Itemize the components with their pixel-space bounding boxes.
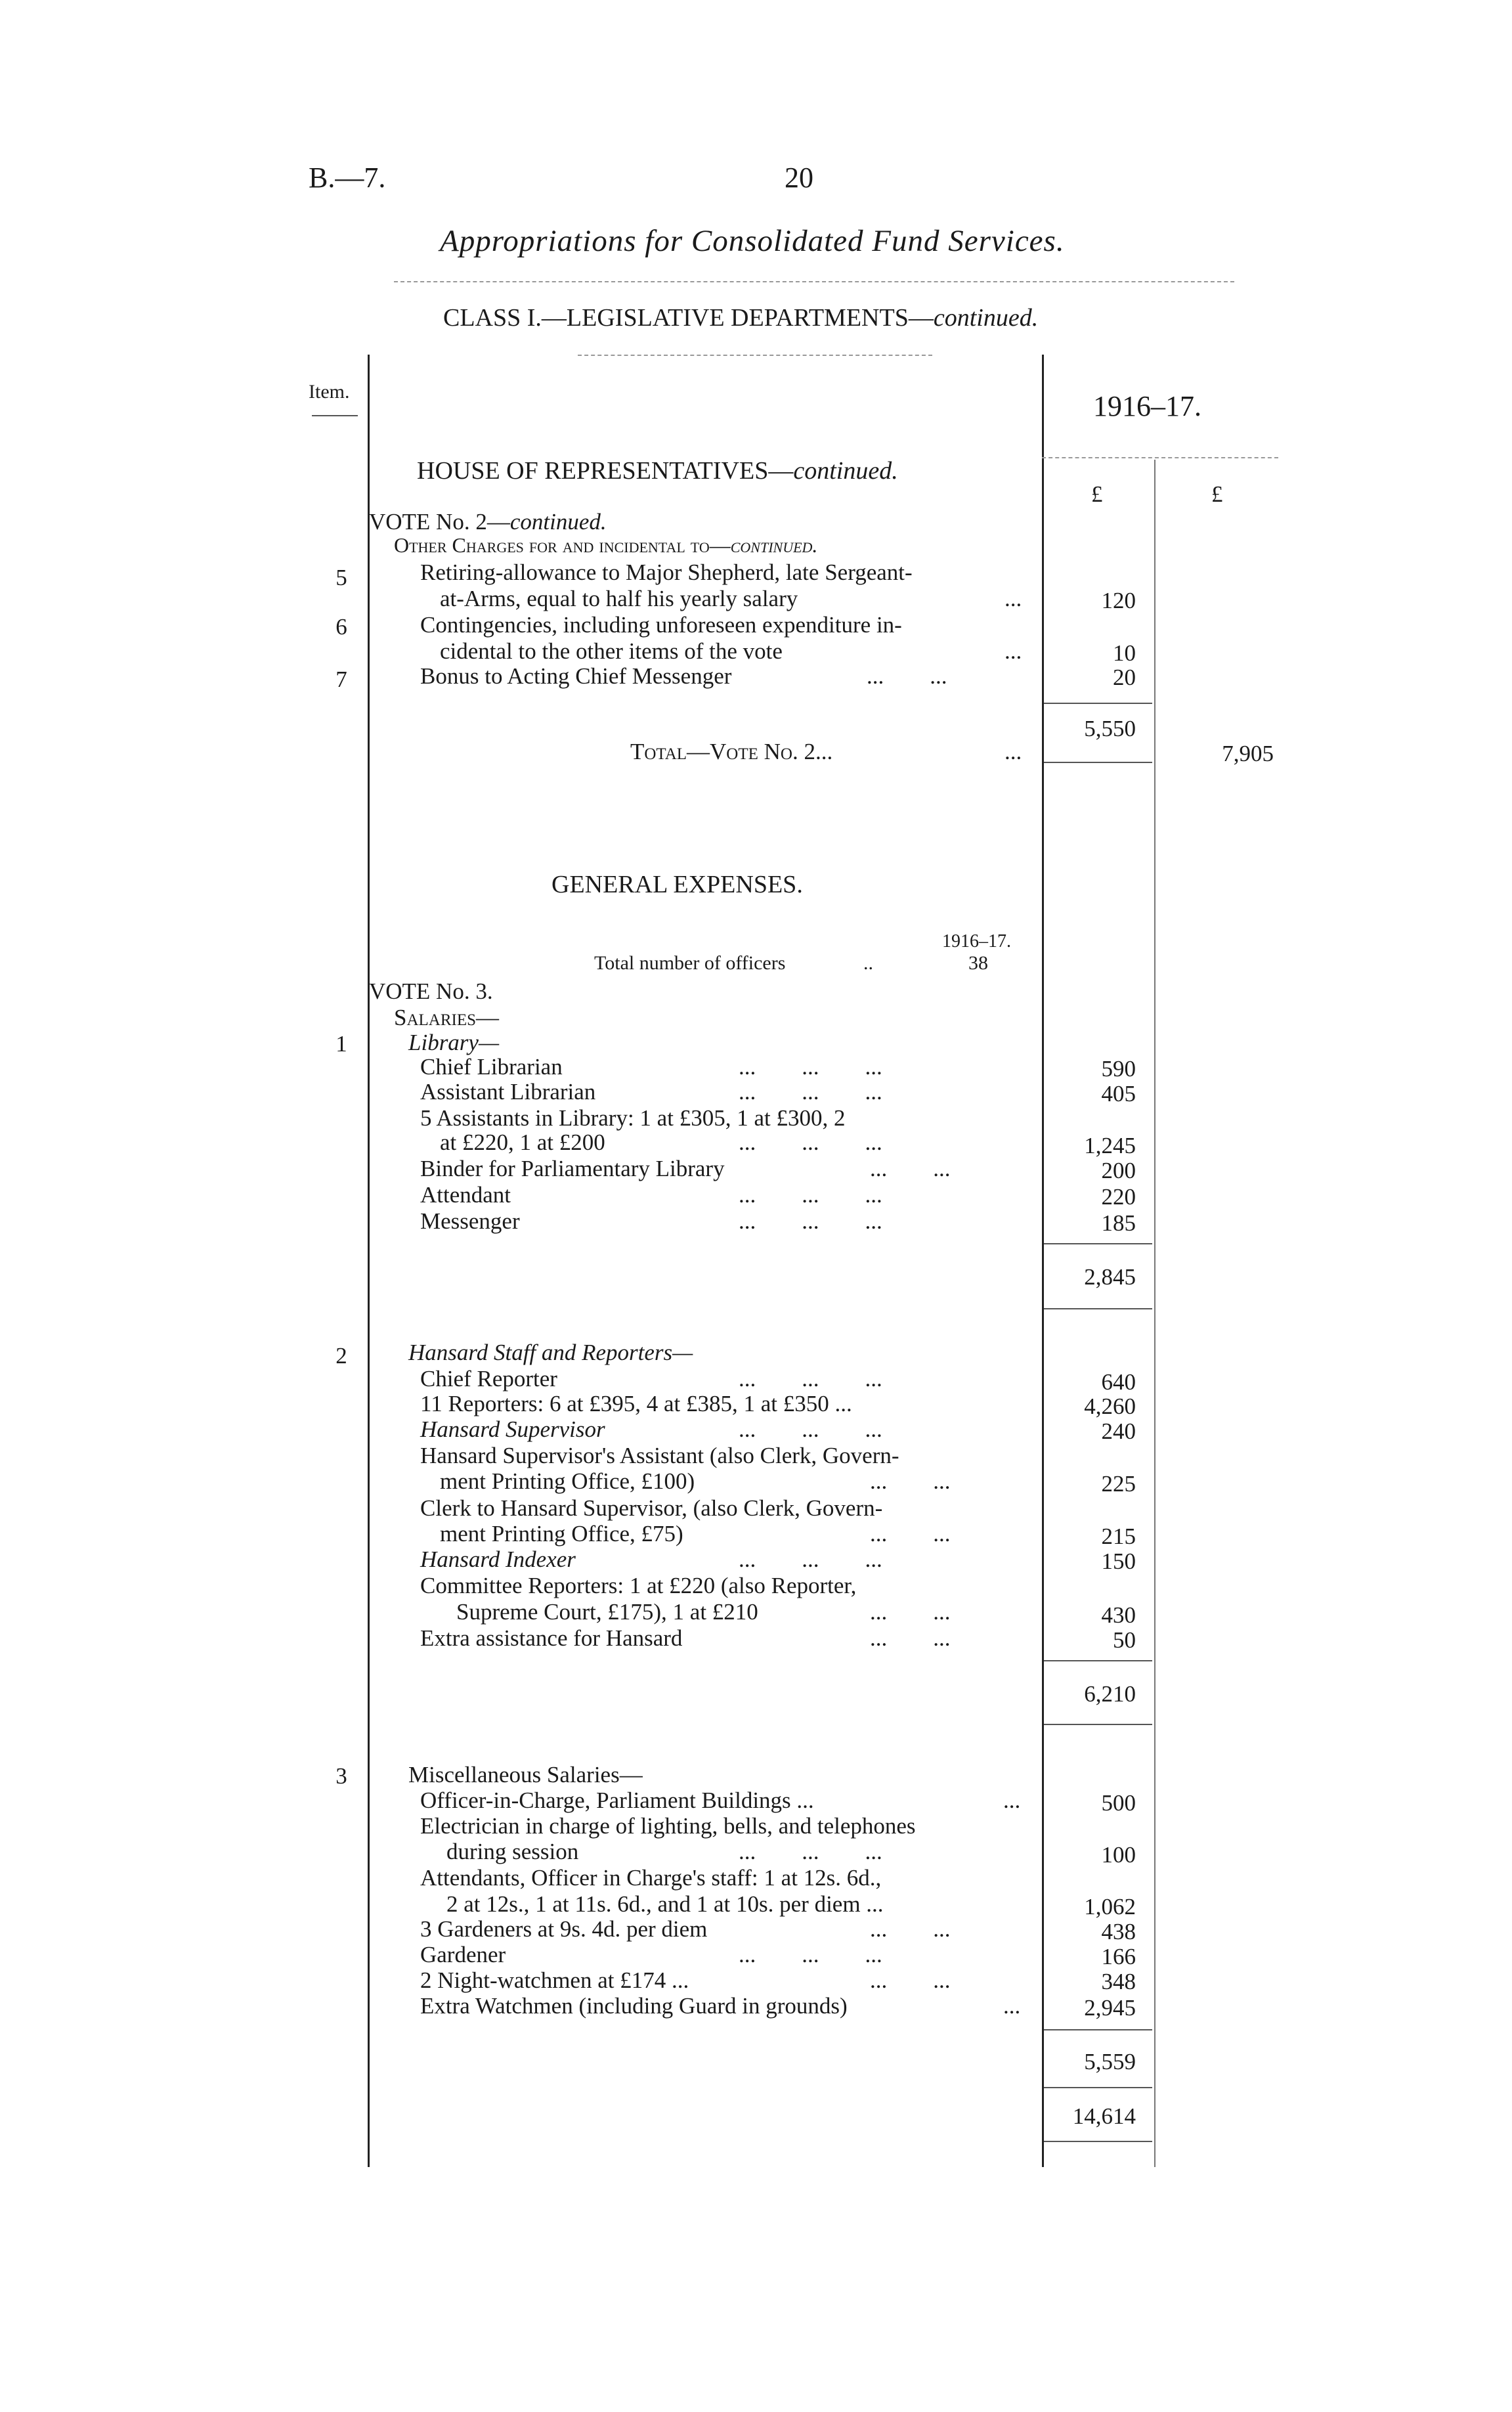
library-row-label: Messenger bbox=[420, 1208, 520, 1234]
item-amount: 20 bbox=[1113, 665, 1136, 690]
hansard-row-label: Hansard Supervisor bbox=[420, 1416, 605, 1442]
subtotal-rule bbox=[1044, 703, 1152, 704]
subtotal-rule bbox=[1044, 1660, 1152, 1661]
report-reference: B.—7. bbox=[309, 162, 386, 194]
hansard-row-label: Extra assistance for Hansard bbox=[420, 1625, 683, 1651]
library-row-label: at £220, 1 at £200 bbox=[440, 1129, 605, 1155]
leader-dots: ... ... ... bbox=[739, 1416, 882, 1442]
vote-3-grand-total: 14,614 bbox=[1072, 2103, 1136, 2129]
leader-dots: ... ... ... bbox=[739, 1129, 882, 1155]
item-number: 7 bbox=[335, 667, 347, 692]
general-expenses-heading: GENERAL EXPENSES. bbox=[551, 871, 803, 898]
class-heading bbox=[443, 303, 1038, 332]
item-number: 5 bbox=[335, 565, 347, 590]
hansard-row-label: Chief Reporter bbox=[420, 1366, 557, 1392]
misc-row-amount: 438 bbox=[1101, 1919, 1136, 1944]
item-amount: 120 bbox=[1101, 588, 1136, 613]
library-row-label: Binder for Parliamentary Library bbox=[420, 1156, 725, 1181]
item-number: 1 bbox=[335, 1031, 347, 1057]
item-number: 6 bbox=[335, 614, 347, 640]
vote-3-heading: VOTE No. 3. bbox=[369, 978, 493, 1004]
misc-row-label: Extra Watchmen (including Guard in grounds) bbox=[420, 1993, 848, 2019]
class-rule bbox=[578, 355, 932, 356]
library-row-label: 5 Assistants in Library: 1 at £305, 1 at £300, 2 bbox=[420, 1105, 846, 1131]
hansard-row-label: ment Printing Office, £100) bbox=[440, 1468, 695, 1494]
year-header-rule bbox=[1042, 457, 1278, 458]
leader-dots: ... ... bbox=[870, 1599, 951, 1625]
misc-subtotal: 5,559 bbox=[1084, 2049, 1136, 2074]
officers-count: 38 bbox=[968, 952, 988, 974]
subtotal-rule-bottom bbox=[1044, 762, 1152, 763]
misc-row-label: 2 at 12s., 1 at 11s. 6d., and 1 at 10s. per diem ... bbox=[446, 1891, 884, 1917]
hansard-row-amount: 50 bbox=[1113, 1627, 1136, 1653]
item-label: Retiring-allowance to Major Shepherd, late Sergeant- bbox=[420, 559, 913, 585]
year-column-header: 1916–17. bbox=[1093, 390, 1201, 422]
item-number: 2 bbox=[335, 1343, 347, 1369]
misc-row-amount: 2,945 bbox=[1084, 1995, 1136, 2021]
item-label: Contingencies, including unforeseen expenditure in- bbox=[420, 612, 902, 638]
title-rule bbox=[394, 281, 1234, 282]
subtotal-rule bbox=[1044, 1243, 1152, 1244]
library-row-label: Chief Librarian bbox=[420, 1054, 563, 1080]
misc-row-amount: 348 bbox=[1101, 1969, 1136, 1994]
class-heading-cont: continued. bbox=[933, 304, 1039, 332]
leader-dots: ... ... ... bbox=[739, 1182, 882, 1208]
hansard-row-amount: 225 bbox=[1101, 1471, 1136, 1497]
leader-dots: .. bbox=[863, 952, 873, 974]
item-label: Bonus to Acting Chief Messenger bbox=[420, 663, 732, 689]
library-row-amount: 220 bbox=[1101, 1184, 1136, 1210]
leader-dots: ... bbox=[1003, 1993, 1021, 2019]
item-number: 3 bbox=[335, 1763, 347, 1789]
other-charges-heading bbox=[394, 533, 817, 558]
hansard-row-amount: 150 bbox=[1101, 1548, 1136, 1574]
hansard-row-amount: 430 bbox=[1101, 1602, 1136, 1628]
misc-row-amount: 500 bbox=[1101, 1790, 1136, 1816]
leader-dots: ... bbox=[1004, 586, 1022, 611]
leader-dots: ... ... bbox=[870, 1967, 951, 1993]
hansard-row-label: Committee Reporters: 1 at £220 (also Reporter, bbox=[420, 1573, 857, 1598]
misc-row-amount: 166 bbox=[1101, 1944, 1136, 1969]
salaries-heading: Salaries— bbox=[394, 1005, 500, 1030]
item-column-divider bbox=[368, 355, 370, 2167]
page-number: 20 bbox=[785, 162, 813, 194]
misc-row-label: 3 Gardeners at 9s. 4d. per diem bbox=[420, 1916, 708, 1942]
subtotal-rule-bottom bbox=[1044, 1724, 1152, 1725]
hansard-row-label: Hansard Supervisor's Assistant (also Clerk, Govern- bbox=[420, 1443, 899, 1468]
subtotal-rule-bottom bbox=[1044, 1308, 1152, 1309]
hansard-row-label: Supreme Court, £175), 1 at £210 bbox=[456, 1599, 758, 1625]
library-row-amount: 590 bbox=[1101, 1056, 1136, 1082]
item-label-cont: cidental to the other items of the vote bbox=[440, 638, 783, 664]
misc-row-label: Electrician in charge of lighting, bells, and telephones bbox=[420, 1813, 916, 1839]
leader-dots: ... ... ... bbox=[739, 1839, 882, 1864]
currency-symbol-1: £ bbox=[1091, 481, 1103, 507]
vote-2-cont: continued. bbox=[509, 509, 607, 535]
leader-dots: ... ... bbox=[870, 1156, 951, 1181]
vote-2-text: VOTE No. 2— bbox=[369, 509, 510, 535]
item-column-header: Item. bbox=[309, 381, 350, 403]
page-title: Appropriations for Consolidated Fund Services. bbox=[440, 224, 1065, 258]
misc-row-label: Officer-in-Charge, Parliament Buildings ... bbox=[420, 1787, 814, 1813]
library-row-amount: 1,245 bbox=[1084, 1133, 1136, 1158]
hansard-row-amount: 640 bbox=[1101, 1369, 1136, 1395]
hansard-heading: Hansard Staff and Reporters— bbox=[408, 1340, 693, 1365]
subtotal-rule bbox=[1044, 2029, 1152, 2030]
leader-dots: ... ... ... bbox=[739, 1546, 882, 1572]
leader-dots: ... ... bbox=[870, 1625, 951, 1651]
currency-symbol-2: £ bbox=[1211, 481, 1223, 507]
misc-row-label: during session bbox=[446, 1839, 579, 1864]
library-row-label: Attendant bbox=[420, 1182, 511, 1208]
item-label-cont: at-Arms, equal to half his yearly salary bbox=[440, 586, 798, 611]
misc-row-amount: 1,062 bbox=[1084, 1894, 1136, 1919]
vote-2-total: 7,905 bbox=[1222, 741, 1274, 766]
vote-2-total-label: Total—Vote No. 2... bbox=[630, 739, 833, 764]
vote-2-subtotal: 5,550 bbox=[1084, 716, 1136, 741]
library-row-amount: 200 bbox=[1101, 1158, 1136, 1183]
vote-2-heading bbox=[369, 509, 607, 535]
hansard-row-label: Hansard Indexer bbox=[420, 1546, 576, 1572]
item-amount: 10 bbox=[1113, 640, 1136, 666]
leader-dots: ... ... ... bbox=[739, 1079, 882, 1105]
house-heading-text: HOUSE OF REPRESENTATIVES— bbox=[417, 457, 794, 485]
hansard-row-amount: 240 bbox=[1101, 1418, 1136, 1444]
class-heading-text: CLASS I.—LEGISLATIVE DEPARTMENTS— bbox=[443, 304, 934, 332]
library-row-label: Assistant Librarian bbox=[420, 1079, 596, 1105]
library-heading: Library— bbox=[408, 1030, 500, 1055]
hansard-row-label: Clerk to Hansard Supervisor, (also Clerk, Govern- bbox=[420, 1495, 883, 1521]
library-subtotal: 2,845 bbox=[1084, 1264, 1136, 1290]
subtotal-rule-bottom bbox=[1044, 2087, 1152, 2088]
leader-dots: ... ... ... bbox=[739, 1054, 882, 1080]
house-heading-cont: continued. bbox=[793, 457, 898, 485]
grand-total-rule bbox=[1044, 2141, 1152, 2142]
leader-dots: ... ... bbox=[867, 663, 947, 689]
other-charges-cont: continued. bbox=[730, 533, 818, 557]
item-header-rule bbox=[312, 415, 358, 416]
officers-label: Total number of officers bbox=[594, 952, 786, 974]
other-charges-text: Other Charges for and incidental to— bbox=[394, 533, 731, 557]
hansard-row-label: 11 Reporters: 6 at £395, 4 at £385, 1 at £350 ... bbox=[420, 1391, 852, 1416]
library-row-amount: 185 bbox=[1101, 1210, 1136, 1236]
misc-row-label: Gardener bbox=[420, 1942, 506, 1967]
leader-dots: ... bbox=[1004, 638, 1022, 664]
hansard-row-amount: 215 bbox=[1101, 1524, 1136, 1549]
leader-dots: ... bbox=[1004, 739, 1022, 764]
library-row-amount: 405 bbox=[1101, 1081, 1136, 1107]
leader-dots: ... ... ... bbox=[739, 1366, 882, 1392]
hansard-row-label: ment Printing Office, £75) bbox=[440, 1521, 683, 1546]
officers-year: 1916–17. bbox=[942, 931, 1011, 952]
leader-dots: ... ... bbox=[870, 1916, 951, 1942]
misc-row-label: Attendants, Officer in Charge's staff: 1 at 12s. 6d., bbox=[420, 1865, 882, 1891]
leader-dots: ... ... ... bbox=[739, 1942, 882, 1967]
misc-row-amount: 100 bbox=[1101, 1842, 1136, 1868]
leader-dots: ... bbox=[1003, 1787, 1021, 1813]
leader-dots: ... ... bbox=[870, 1468, 951, 1494]
misc-heading: Miscellaneous Salaries— bbox=[408, 1762, 643, 1787]
misc-row-label: 2 Night-watchmen at £174 ... bbox=[420, 1967, 689, 1993]
house-heading bbox=[417, 456, 898, 485]
hansard-subtotal: 6,210 bbox=[1084, 1681, 1136, 1707]
hansard-row-amount: 4,260 bbox=[1084, 1393, 1136, 1419]
amount-right-divider bbox=[1154, 460, 1156, 2167]
leader-dots: ... ... bbox=[870, 1521, 951, 1546]
leader-dots: ... ... ... bbox=[739, 1208, 882, 1234]
